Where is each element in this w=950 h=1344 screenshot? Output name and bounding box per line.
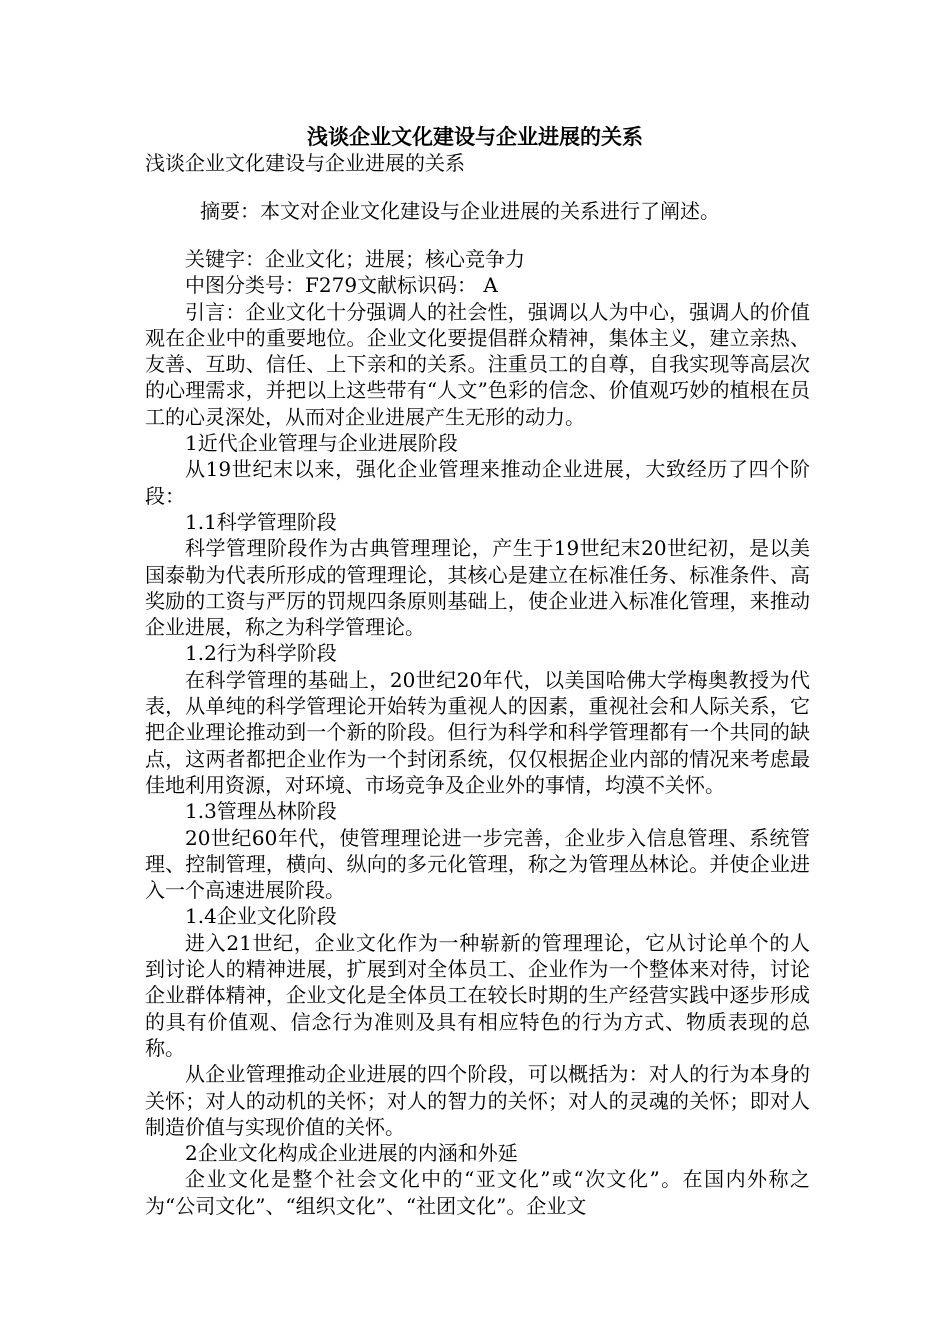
document-body <box>145 246 810 1219</box>
classification-line: 中图分类号：F279文献标识码： A <box>185 273 498 298</box>
body-paragraph: 企业文化是整个社会文化中的“亚文化”或“次文化”。在国内外称之为“公司文化”、“组织文化”、“社团文化”。企业文 <box>145 1167 810 1218</box>
section-heading: 1.1科学管理阶段 <box>185 509 337 534</box>
body-paragraph: 进入21世纪，企业文化作为一种崭新的管理理论，它从讨论单个的人到讨论人的精神进展，扩展到对全体员工、企业作为一个整体来对待，讨论企业群体精神，企业文化是全体员工在较长时期的生产经营实践中逐步形成的具有价值观、信念行为准则及具有相应特色的行为方式、物质表现的总称。 <box>145 930 810 1060</box>
keywords: 关键字：企业文化；进展；核心竞争力 <box>185 247 525 271</box>
abstract: 摘要：本文对企业文化建设与企业进展的关系进行了阐述。 <box>200 199 720 223</box>
section-heading: 1.4企业文化阶段 <box>185 904 337 929</box>
body-paragraph: 从19世纪末以来，强化企业管理来推动企业进展，大致经历了四个阶段： <box>145 457 810 508</box>
body-paragraph: 20世纪60年代，使管理理论进一步完善，企业步入信息管理、系统管理、控制管理，横向、纵向的多元化管理，称之为管理丛林论。并使企业进入一个高速进展阶段。 <box>145 825 810 903</box>
body-paragraph: 在科学管理的基础上，20世纪20年代，以美国哈佛大学梅奥教授为代表，从单纯的科学管理论开始转为重视人的因素，重视社会和人际关系，它把企业理论推动到一个新的阶段。但行为科学和科学管理都有一个共同的缺点，这两者都把企业作为一个封闭系统，仅仅根据企业内部的情况来考虑最佳地利用资源，对环境、市场竞争及企业外的事情，均漠不关怀。 <box>145 667 810 797</box>
section-heading: 1.2行为科学阶段 <box>185 641 337 666</box>
section-heading: 1.3管理丛林阶段 <box>185 799 337 824</box>
section-heading: 1近代企业管理与企业进展阶段 <box>185 431 458 456</box>
body-paragraph: 从企业管理推动企业进展的四个阶段，可以概括为：对人的行为本身的关怀；对人的动机的关怀；对人的智力的关怀；对人的灵魂的关怀；即对人制造价值与实现价值的关怀。 <box>145 1062 810 1139</box>
document-subtitle: 浅谈企业文化建设与企业进展的关系 <box>145 151 465 175</box>
section-heading: 2企业文化构成企业进展的内涵和外延 <box>185 1141 518 1166</box>
body-paragraph: 引言：企业文化十分强调人的社会性，强调以人为中心，强调人的价值观在企业中的重要地位。企业文化要提倡群众精神，集体主义，建立亲热、友善、互助、信任、上下亲和的关系。注重员工的自尊，自我实现等高层次的心理需求，并把以上这些带有“人文”色彩的信念、价值观巧妙的植根在员工的心灵深处，从而对企业进展产生无形的动力。 <box>145 299 810 429</box>
body-paragraph: 科学管理阶段作为古典管理理论，产生于19世纪末20世纪初，是以美国泰勒为代表所形成的管理理论，其核心是建立在标准任务、标准条件、高奖励的工资与严厉的罚规四条原则基础上，使企业进入标准化管理，来推动企业进展，称之为科学管理论。 <box>145 536 810 640</box>
document-title: 浅谈企业文化建设与企业进展的关系 <box>307 124 643 149</box>
